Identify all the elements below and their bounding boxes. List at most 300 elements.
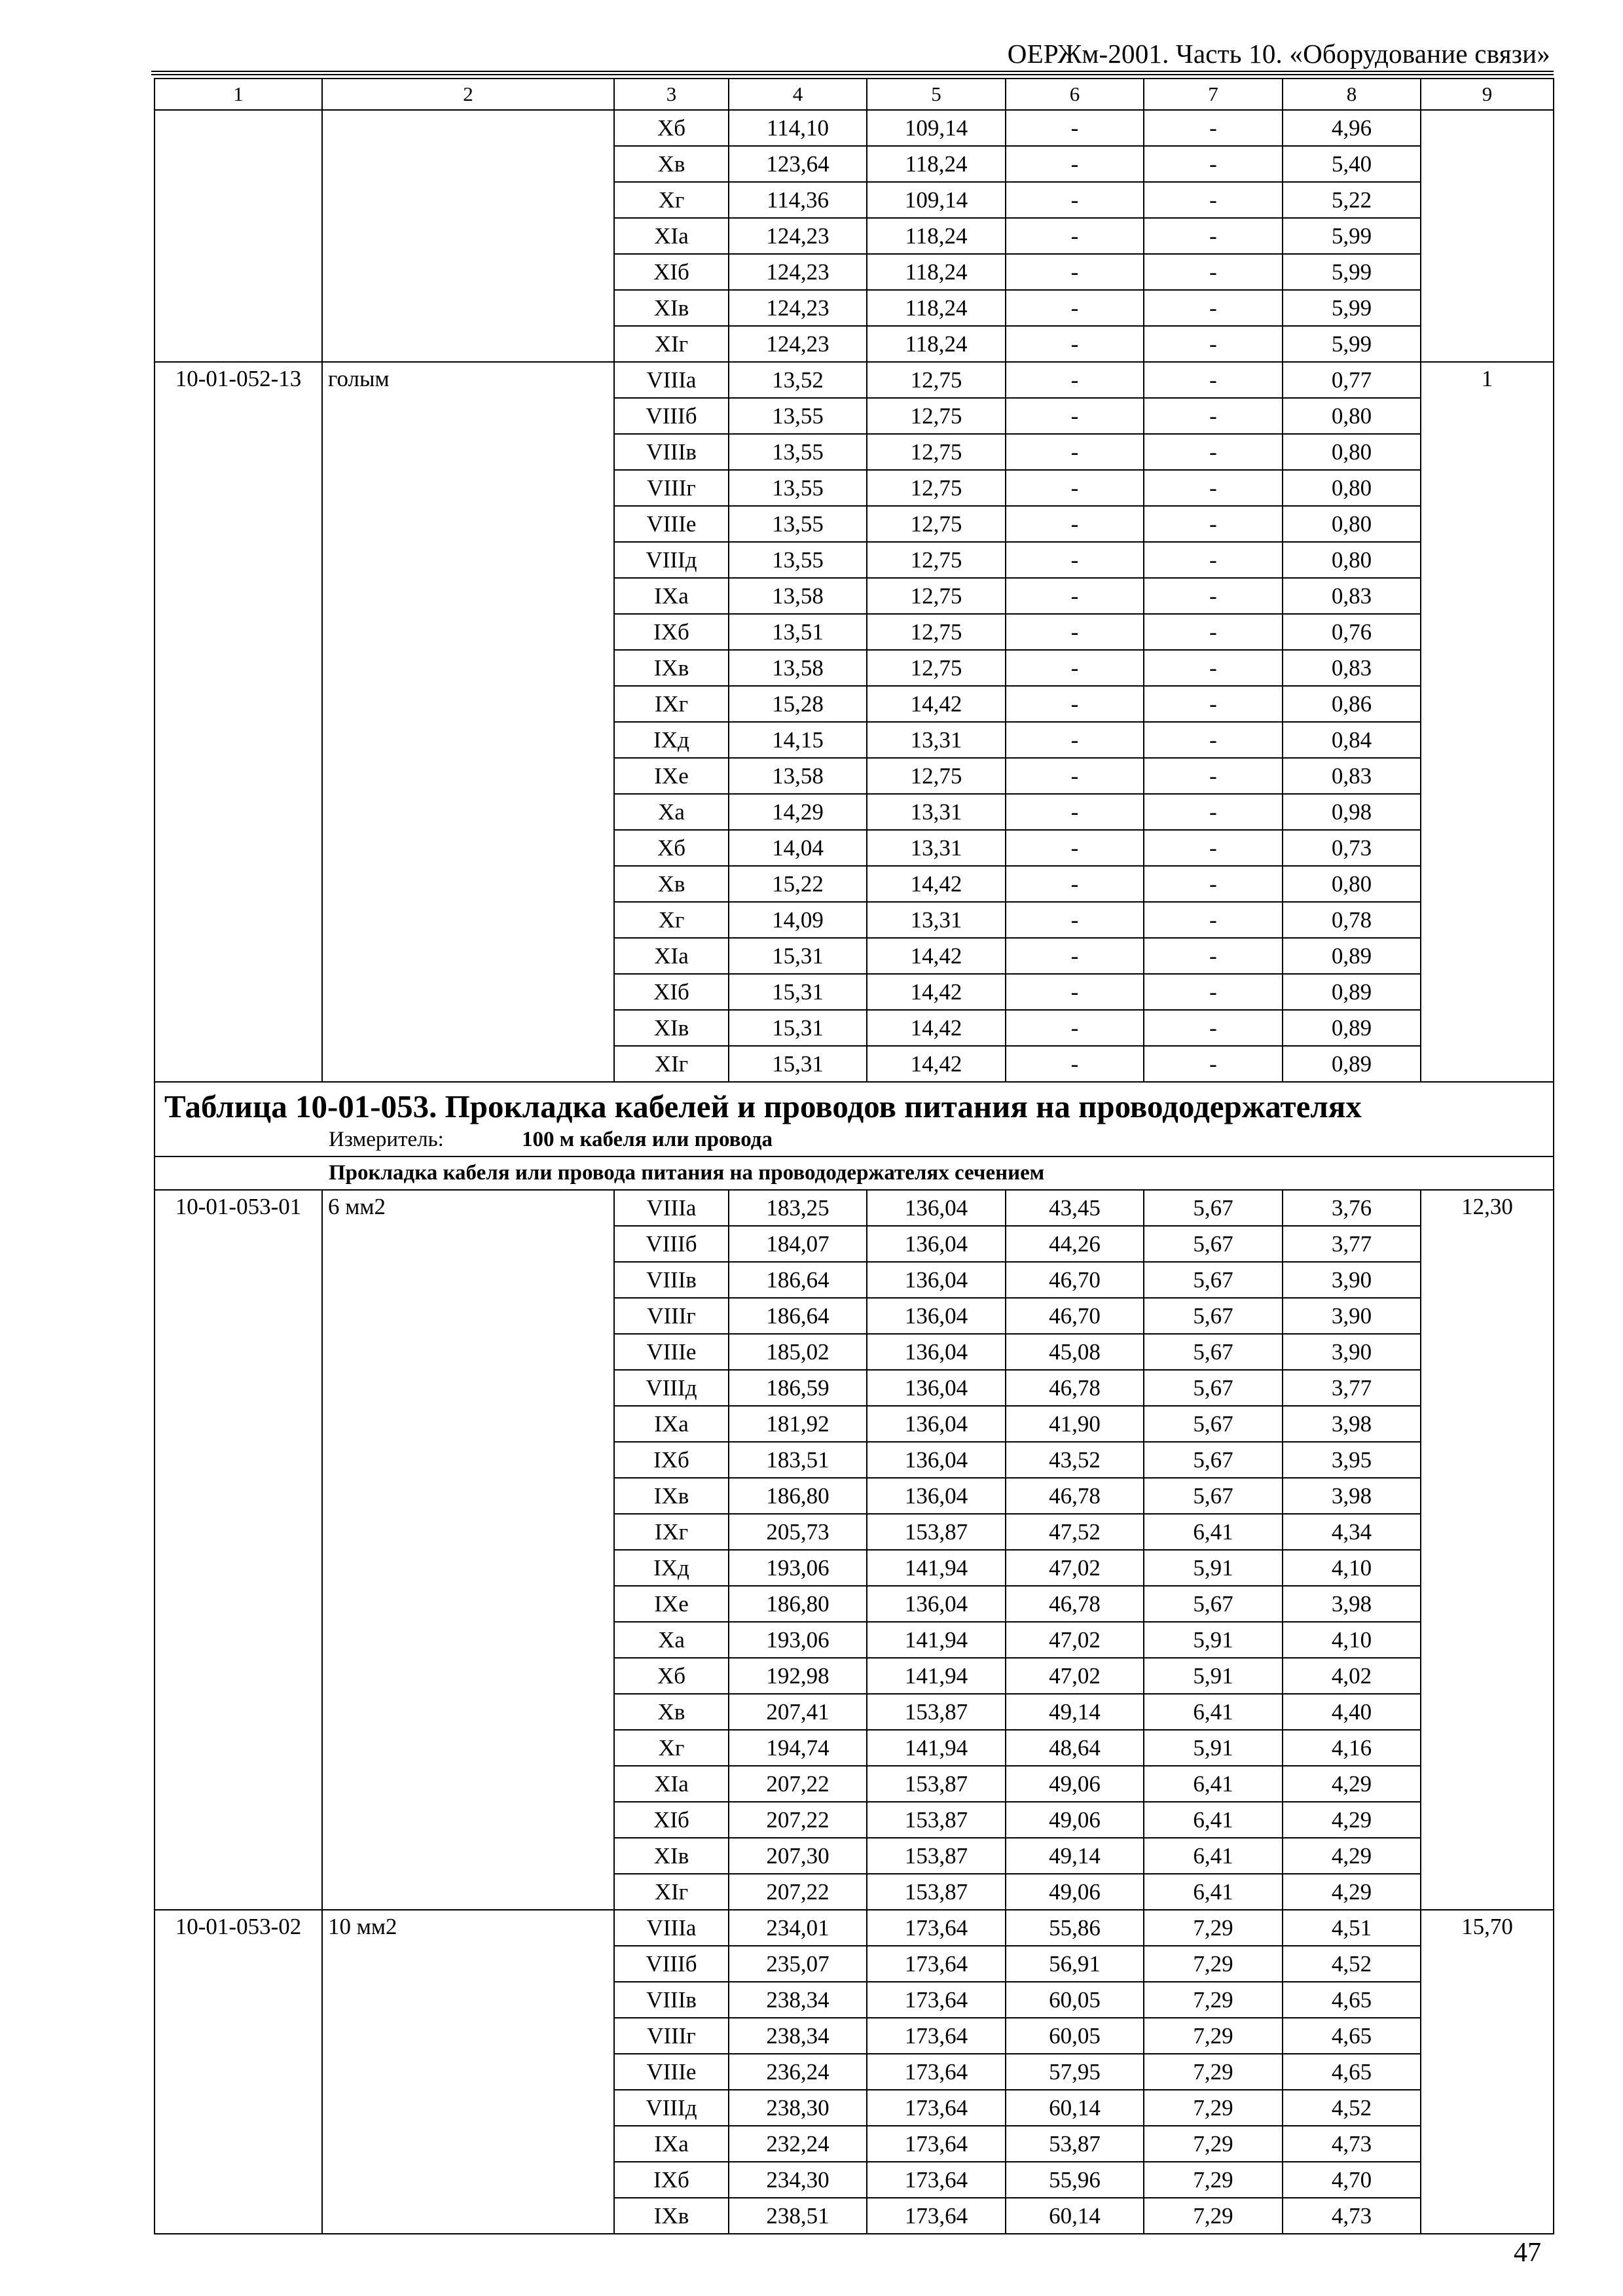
cell-col6: 46,78 (1006, 1586, 1144, 1622)
cell-col6: - (1006, 866, 1144, 902)
col9-cell (1421, 1658, 1554, 1694)
col9-cell: 15,70 (1421, 1910, 1554, 1946)
code-cell (155, 1514, 322, 1550)
cell-zone: Хг (614, 1730, 729, 1766)
code-cell (155, 1046, 322, 1082)
subsection-heading: Прокладка кабеля или провода питания на провододержателях сечением (155, 1157, 1554, 1190)
col9-cell (1421, 686, 1554, 722)
table-row (155, 686, 1554, 722)
cell-zone: ХIб (614, 974, 729, 1010)
cell-col4: 14,29 (729, 794, 867, 830)
cell-col7: 5,91 (1144, 1622, 1283, 1658)
cell-col5: 173,64 (867, 1982, 1006, 2018)
cell-col5: 153,87 (867, 1514, 1006, 1550)
cell-col6: - (1006, 650, 1144, 686)
cell-col5: 173,64 (867, 2090, 1006, 2126)
table-row (155, 1226, 1554, 1262)
description-cell (322, 1406, 614, 1442)
cell-zone: Хв (614, 146, 729, 182)
cell-col7: - (1144, 758, 1283, 794)
col9-cell (1421, 1874, 1554, 1910)
cell-col4: 183,51 (729, 1442, 867, 1478)
code-cell (155, 2054, 322, 2090)
cell-col7: 7,29 (1144, 1982, 1283, 2018)
code-cell (155, 2198, 322, 2234)
cell-col7: - (1144, 362, 1283, 398)
cell-col6: - (1006, 794, 1144, 830)
cell-col8: 0,77 (1283, 362, 1421, 398)
cell-col4: 15,28 (729, 686, 867, 722)
description-cell (322, 146, 614, 182)
cell-col4: 207,41 (729, 1694, 867, 1730)
cell-zone: VIIIе (614, 2054, 729, 2090)
table-row (155, 218, 1554, 254)
cell-col4: 235,07 (729, 1946, 867, 1982)
cell-col8: 4,10 (1283, 1550, 1421, 1586)
table-row (155, 182, 1554, 218)
table-row (155, 1946, 1554, 1982)
cell-zone: VIIIв (614, 434, 729, 470)
cell-col6: - (1006, 938, 1144, 974)
description-cell (322, 290, 614, 326)
col9-cell (1421, 866, 1554, 902)
column-number: 5 (867, 79, 1006, 110)
cell-col6: 49,06 (1006, 1802, 1144, 1838)
table-row (155, 326, 1554, 362)
cell-col7: - (1144, 722, 1283, 758)
table-row (155, 938, 1554, 974)
cell-col6: 60,14 (1006, 2090, 1144, 2126)
col9-cell (1421, 722, 1554, 758)
col9-cell (1421, 2018, 1554, 2054)
col9-cell (1421, 2162, 1554, 2198)
cell-col6: 43,52 (1006, 1442, 1144, 1478)
description-cell (322, 434, 614, 470)
cell-col7: - (1144, 326, 1283, 362)
cell-col7: 7,29 (1144, 2126, 1283, 2162)
code-cell (155, 506, 322, 542)
col9-cell (1421, 1730, 1554, 1766)
table-row (155, 650, 1554, 686)
cell-zone: Хг (614, 182, 729, 218)
table-row (155, 1334, 1554, 1370)
table-row (155, 2126, 1554, 2162)
cell-col8: 4,52 (1283, 1946, 1421, 1982)
cell-col5: 12,75 (867, 614, 1006, 650)
cell-col8: 0,89 (1283, 1010, 1421, 1046)
description-cell (322, 830, 614, 866)
cell-col4: 185,02 (729, 1334, 867, 1370)
cell-col7: - (1144, 398, 1283, 434)
cell-col8: 5,99 (1283, 254, 1421, 290)
col9-cell (1421, 110, 1554, 146)
code-cell (155, 2090, 322, 2126)
description-cell (322, 110, 614, 146)
cell-zone: VIIIд (614, 2090, 729, 2126)
cell-col8: 0,98 (1283, 794, 1421, 830)
cell-col5: 118,24 (867, 326, 1006, 362)
code-cell (155, 326, 322, 362)
cell-zone: IХа (614, 578, 729, 614)
cell-col8: 3,90 (1283, 1262, 1421, 1298)
cell-col8: 0,84 (1283, 722, 1421, 758)
cell-col4: 124,23 (729, 218, 867, 254)
cell-col4: 13,55 (729, 542, 867, 578)
table-row (155, 2198, 1554, 2234)
col9-cell (1421, 182, 1554, 218)
description-cell (322, 1838, 614, 1874)
table-row (155, 434, 1554, 470)
cell-zone: ХIв (614, 1838, 729, 1874)
description-cell (322, 1946, 614, 1982)
cell-zone: ХIа (614, 1766, 729, 1802)
description-cell (322, 578, 614, 614)
header-rule (151, 74, 1554, 75)
cell-col4: 13,55 (729, 434, 867, 470)
cell-col6: 55,96 (1006, 2162, 1144, 2198)
col9-cell (1421, 506, 1554, 542)
table-row (155, 110, 1554, 146)
cell-col7: - (1144, 650, 1283, 686)
col9-cell (1421, 1262, 1554, 1298)
col9-cell (1421, 218, 1554, 254)
cell-col8: 4,73 (1283, 2126, 1421, 2162)
cell-col5: 173,64 (867, 2126, 1006, 2162)
code-cell (155, 1010, 322, 1046)
table-row (155, 758, 1554, 794)
code-cell (155, 1838, 322, 1874)
description-cell (322, 1334, 614, 1370)
cell-col8: 5,99 (1283, 326, 1421, 362)
code-cell: 10-01-053-01 (155, 1190, 322, 1226)
code-cell (155, 1694, 322, 1730)
cell-col4: 124,23 (729, 290, 867, 326)
table-row (155, 290, 1554, 326)
cell-col6: 45,08 (1006, 1334, 1144, 1370)
cell-col6: 56,91 (1006, 1946, 1144, 1982)
code-cell (155, 1478, 322, 1514)
description-cell (322, 938, 614, 974)
description-cell (322, 1694, 614, 1730)
code-cell (155, 974, 322, 1010)
cell-col5: 141,94 (867, 1658, 1006, 1694)
cell-col8: 4,65 (1283, 2054, 1421, 2090)
cell-zone: VIIIа (614, 1190, 729, 1226)
cell-col6: - (1006, 974, 1144, 1010)
table-row (155, 1370, 1554, 1406)
table-row (155, 2054, 1554, 2090)
cell-col5: 12,75 (867, 434, 1006, 470)
cell-col7: - (1144, 1010, 1283, 1046)
cell-col7: - (1144, 542, 1283, 578)
cell-col5: 141,94 (867, 1550, 1006, 1586)
cell-col8: 0,86 (1283, 686, 1421, 722)
cell-col8: 4,29 (1283, 1766, 1421, 1802)
cell-col4: 15,31 (729, 938, 867, 974)
cell-col6: 49,14 (1006, 1838, 1144, 1874)
cell-zone: ХIг (614, 1874, 729, 1910)
cell-zone: VIIIд (614, 542, 729, 578)
col9-cell (1421, 1766, 1554, 1802)
description-cell (322, 2090, 614, 2126)
column-number: 4 (729, 79, 867, 110)
cell-col6: 44,26 (1006, 1226, 1144, 1262)
cell-zone: IХа (614, 1406, 729, 1442)
cell-col5: 13,31 (867, 722, 1006, 758)
cell-col5: 14,42 (867, 974, 1006, 1010)
cell-col5: 118,24 (867, 218, 1006, 254)
code-cell (155, 866, 322, 902)
column-number-row (155, 79, 1554, 110)
cell-col8: 0,89 (1283, 1046, 1421, 1082)
cell-col5: 173,64 (867, 2018, 1006, 2054)
description-cell (322, 2162, 614, 2198)
cell-col7: - (1144, 146, 1283, 182)
cell-zone: ХIг (614, 1046, 729, 1082)
cell-col6: - (1006, 902, 1144, 938)
cell-zone: Хб (614, 830, 729, 866)
cell-col7: 5,91 (1144, 1658, 1283, 1694)
table-row (155, 1730, 1554, 1766)
cell-col8: 0,83 (1283, 650, 1421, 686)
col9-cell (1421, 2198, 1554, 2234)
cell-col6: 47,02 (1006, 1622, 1144, 1658)
cell-col5: 136,04 (867, 1334, 1006, 1370)
cell-col6: 49,06 (1006, 1766, 1144, 1802)
cell-col7: 5,91 (1144, 1730, 1283, 1766)
cell-col7: 7,29 (1144, 2090, 1283, 2126)
table-row (155, 1838, 1554, 1874)
cell-col7: 5,67 (1144, 1370, 1283, 1406)
cell-col8: 3,76 (1283, 1190, 1421, 1226)
cell-col4: 14,09 (729, 902, 867, 938)
cell-zone: IХг (614, 1514, 729, 1550)
cell-col7: 6,41 (1144, 1874, 1283, 1910)
cell-col4: 13,55 (729, 506, 867, 542)
description-cell (322, 2018, 614, 2054)
cell-col4: 15,31 (729, 974, 867, 1010)
cell-col6: - (1006, 110, 1144, 146)
code-cell (155, 830, 322, 866)
cell-zone: VIIIг (614, 2018, 729, 2054)
table-row (155, 866, 1554, 902)
code-cell (155, 2018, 322, 2054)
cell-zone: VIIIе (614, 506, 729, 542)
description-cell (322, 1046, 614, 1082)
cell-col5: 12,75 (867, 470, 1006, 506)
cell-col6: - (1006, 218, 1144, 254)
table-row (155, 1190, 1554, 1226)
col9-cell (1421, 1946, 1554, 1982)
cell-zone: IХд (614, 722, 729, 758)
cell-col4: 181,92 (729, 1406, 867, 1442)
table-row (155, 794, 1554, 830)
code-cell (155, 434, 322, 470)
cell-col4: 207,22 (729, 1766, 867, 1802)
cell-col8: 4,29 (1283, 1802, 1421, 1838)
cell-col8: 3,90 (1283, 1334, 1421, 1370)
description-cell (322, 1550, 614, 1586)
cell-col4: 114,10 (729, 110, 867, 146)
cell-col7: - (1144, 974, 1283, 1010)
description-cell (322, 1010, 614, 1046)
col9-cell (1421, 1622, 1554, 1658)
col9-cell (1421, 614, 1554, 650)
cell-col5: 13,31 (867, 830, 1006, 866)
cell-col5: 12,75 (867, 542, 1006, 578)
cell-col5: 118,24 (867, 290, 1006, 326)
column-number: 3 (614, 79, 729, 110)
cell-col5: 173,64 (867, 2162, 1006, 2198)
cell-col5: 12,75 (867, 506, 1006, 542)
code-cell (155, 686, 322, 722)
cell-col5: 136,04 (867, 1298, 1006, 1334)
col9-cell (1421, 938, 1554, 974)
code-cell (155, 614, 322, 650)
description-cell (322, 1514, 614, 1550)
table-row (155, 1802, 1554, 1838)
cell-col5: 14,42 (867, 1046, 1006, 1082)
cell-col8: 0,80 (1283, 434, 1421, 470)
cell-zone: VIIIг (614, 470, 729, 506)
description-cell (322, 1802, 614, 1838)
cell-col6: - (1006, 326, 1144, 362)
cell-col7: - (1144, 506, 1283, 542)
cell-col4: 13,58 (729, 578, 867, 614)
cell-col4: 193,06 (729, 1622, 867, 1658)
cell-col5: 141,94 (867, 1622, 1006, 1658)
table-row (155, 902, 1554, 938)
col9-cell (1421, 434, 1554, 470)
table-row (155, 146, 1554, 182)
cell-col7: 5,67 (1144, 1406, 1283, 1442)
cell-zone: VIIIб (614, 1226, 729, 1262)
cell-col4: 236,24 (729, 2054, 867, 2090)
cell-col4: 234,01 (729, 1910, 867, 1946)
cell-col5: 153,87 (867, 1694, 1006, 1730)
cell-col7: 5,67 (1144, 1478, 1283, 1514)
table-row (155, 1442, 1554, 1478)
cell-col5: 14,42 (867, 938, 1006, 974)
cell-zone: ХIв (614, 290, 729, 326)
code-cell (155, 794, 322, 830)
cell-col4: 193,06 (729, 1550, 867, 1586)
cell-col6: - (1006, 830, 1144, 866)
cell-zone: VIIIв (614, 1262, 729, 1298)
table-row (155, 1622, 1554, 1658)
cell-col5: 136,04 (867, 1406, 1006, 1442)
cell-col8: 3,98 (1283, 1586, 1421, 1622)
cell-col7: 7,29 (1144, 1946, 1283, 1982)
code-cell (155, 938, 322, 974)
code-cell (155, 2162, 322, 2198)
cell-col5: 141,94 (867, 1730, 1006, 1766)
cell-col8: 5,22 (1283, 182, 1421, 218)
cell-col7: - (1144, 866, 1283, 902)
cell-col7: - (1144, 686, 1283, 722)
cell-col6: - (1006, 578, 1144, 614)
cell-col7: - (1144, 470, 1283, 506)
cell-col8: 0,83 (1283, 578, 1421, 614)
cell-col8: 4,29 (1283, 1874, 1421, 1910)
cell-col8: 4,96 (1283, 110, 1421, 146)
cell-col8: 4,73 (1283, 2198, 1421, 2234)
table-row (155, 506, 1554, 542)
cell-col6: 53,87 (1006, 2126, 1144, 2162)
cell-col4: 124,23 (729, 326, 867, 362)
cell-col4: 186,59 (729, 1370, 867, 1406)
cell-col8: 3,77 (1283, 1226, 1421, 1262)
code-cell: 10-01-052-13 (155, 362, 322, 398)
description-cell (322, 326, 614, 362)
cell-col7: 7,29 (1144, 2162, 1283, 2198)
code-cell (155, 1262, 322, 1298)
cell-col8: 5,99 (1283, 218, 1421, 254)
cell-col6: 49,14 (1006, 1694, 1144, 1730)
description-cell (322, 218, 614, 254)
cell-col7: - (1144, 182, 1283, 218)
col9-cell (1421, 254, 1554, 290)
cell-col5: 173,64 (867, 2054, 1006, 2090)
cell-col5: 153,87 (867, 1766, 1006, 1802)
cell-col7: 5,91 (1144, 1550, 1283, 1586)
cell-col6: 55,86 (1006, 1910, 1144, 1946)
cell-col4: 186,64 (729, 1262, 867, 1298)
cell-col4: 238,51 (729, 2198, 867, 2234)
code-cell (155, 1442, 322, 1478)
cell-col8: 0,89 (1283, 938, 1421, 974)
meter-label: Измеритель: (329, 1128, 444, 1151)
description-cell (322, 614, 614, 650)
table-title-row (155, 1082, 1554, 1157)
cell-col4: 238,30 (729, 2090, 867, 2126)
cell-col6: - (1006, 758, 1144, 794)
cell-zone: Ха (614, 794, 729, 830)
cell-col4: 13,52 (729, 362, 867, 398)
table-row (155, 1046, 1554, 1082)
cell-col6: - (1006, 542, 1144, 578)
col9-cell (1421, 578, 1554, 614)
cell-col8: 4,10 (1283, 1622, 1421, 1658)
cell-col8: 4,29 (1283, 1838, 1421, 1874)
code-cell (155, 902, 322, 938)
description-cell (322, 506, 614, 542)
description-cell (322, 254, 614, 290)
table-row (155, 1694, 1554, 1730)
cell-col6: - (1006, 1010, 1144, 1046)
table-row (155, 398, 1554, 434)
code-cell (155, 542, 322, 578)
cell-col6: 46,78 (1006, 1478, 1144, 1514)
cell-col4: 15,31 (729, 1046, 867, 1082)
description-cell (322, 1370, 614, 1406)
table-row (155, 542, 1554, 578)
col9-cell (1421, 470, 1554, 506)
cell-zone: VIIIа (614, 362, 729, 398)
code-cell (155, 254, 322, 290)
code-cell (155, 1334, 322, 1370)
column-number: 1 (155, 79, 322, 110)
cell-zone: Ха (614, 1622, 729, 1658)
col9-cell (1421, 974, 1554, 1010)
description-cell (322, 470, 614, 506)
description-cell (322, 542, 614, 578)
cell-zone: Хв (614, 1694, 729, 1730)
cell-col4: 238,34 (729, 1982, 867, 2018)
table-row (155, 1478, 1554, 1514)
cell-col8: 4,52 (1283, 2090, 1421, 2126)
description-cell (322, 2054, 614, 2090)
